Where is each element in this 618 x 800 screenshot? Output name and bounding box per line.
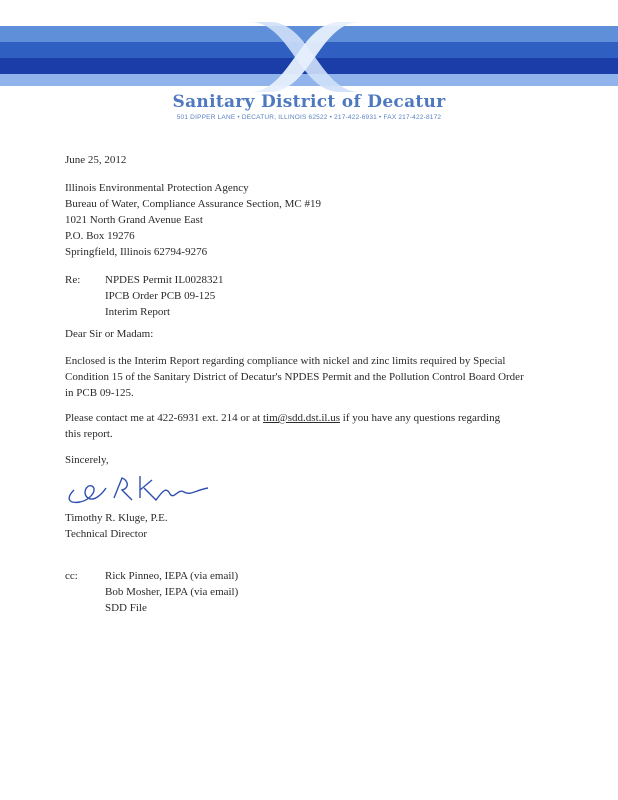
- cc-line: SDD File: [105, 602, 147, 614]
- signer-name: Timothy R. Kluge, P.E.: [65, 512, 168, 524]
- subject-line: NPDES Permit IL0028321: [105, 274, 224, 286]
- handwritten-signature: [62, 468, 212, 508]
- subject-line: Interim Report: [105, 306, 171, 318]
- recipient-line: Illinois Environmental Protection Agency: [65, 182, 249, 194]
- organization-address: 501 DIPPER LANE • DECATUR, ILLINOIS 62522 • 217-422-6931 • FAX 217-422-8172: [176, 114, 442, 121]
- body-text: Please contact me at 422-6931 ext. 214 or at: [65, 412, 263, 424]
- recipient-line: Springfield, Illinois 62794-9276: [65, 246, 208, 258]
- organization-name: Sanitary District of Decatur: [172, 92, 446, 112]
- body-paragraph: [65, 410, 505, 442]
- recipient-line: P.O. Box 19276: [65, 230, 135, 242]
- letter-date: June 25, 2012: [65, 154, 127, 166]
- cc-line: Rick Pinneo, IEPA (via email): [105, 570, 239, 582]
- closing: Sincerely,: [65, 454, 109, 466]
- cc-line: Bob Mosher, IEPA (via email): [105, 586, 239, 598]
- recipient-line: 1021 North Grand Avenue East: [65, 214, 203, 226]
- body-paragraph: Enclosed is the Interim Report regarding compliance with nickel and zinc limits required by Special Condition 15 of the Sanitary District of Decatur's NPDES Permit and the Pollution Control Board Order in PCB 09-125.: [65, 355, 524, 399]
- salutation: Dear Sir or Madam:: [65, 328, 154, 340]
- letterhead-banner: [0, 18, 618, 96]
- subject-line: IPCB Order PCB 09-125: [105, 290, 216, 302]
- recipient-line: Bureau of Water, Compliance Assurance Section, MC #19: [65, 198, 321, 210]
- contact-email-link[interactable]: tim@sdd.dst.il.us: [262, 412, 341, 424]
- signer-title: Technical Director: [65, 528, 147, 540]
- subject-label: Re:: [65, 274, 81, 286]
- cc-label: cc:: [65, 570, 78, 582]
- body-text: if you have any questions regarding this report.: [65, 412, 501, 440]
